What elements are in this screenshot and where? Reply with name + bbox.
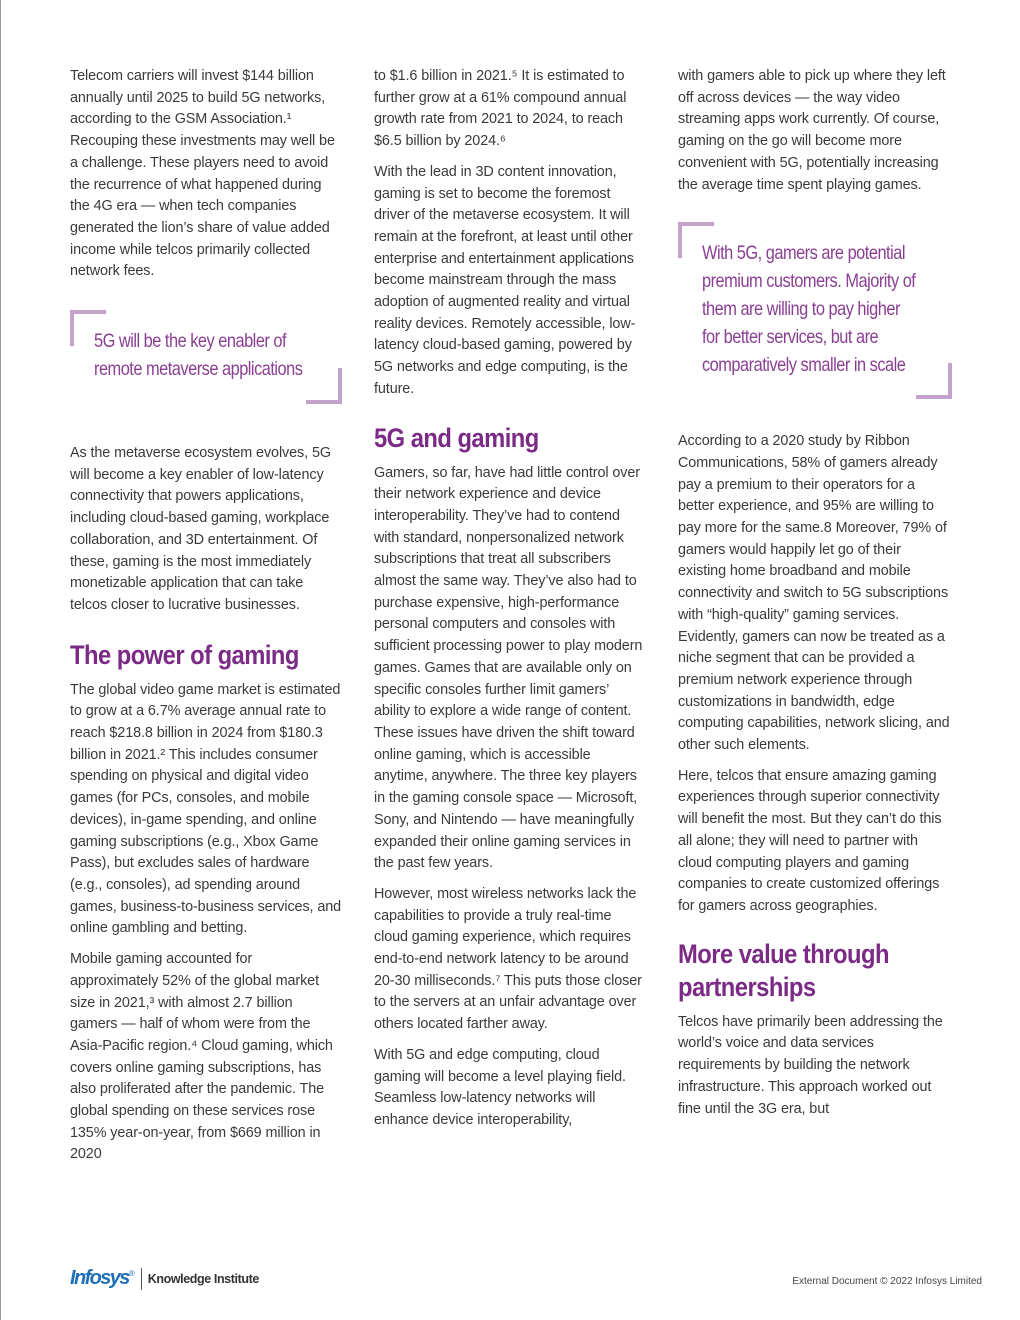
section-heading-line: partnerships: [678, 971, 816, 1002]
section-heading: 5G and gaming: [374, 422, 539, 453]
quote-line: them are willing to pay higher: [702, 298, 900, 321]
paragraph: to $1.6 billion in 2021.⁵ It is estimated to further grow at a 61% compound annual growth rate from 2021 to 2024, to reach $6.5 billion by 2024.⁶: [374, 68, 627, 150]
column-3: [678, 66, 952, 1129]
pull-quote: [678, 222, 952, 399]
quote-line: premium customers. Majority of: [702, 270, 916, 293]
paragraph: With the lead in 3D content innovation, gaming is set to become the foremost driver of the metaverse ecosystem. It will remain at the forefront, at least until other enterprise and entertainment applications become mainstream through the mass adoption of augmented reality and virtual reality devices. Remotely accessible, low-latency cloud-based gaming, powered by 5G networks and edge computing, is the future.: [374, 163, 636, 397]
copyright-notice: External Document © 2022 Infosys Limited: [792, 1276, 982, 1287]
column-1: [70, 66, 342, 1175]
quote-text: [702, 239, 920, 379]
logo-divider: [141, 1268, 142, 1290]
registered-mark: ®: [128, 1269, 135, 1278]
quote-line: 5G will be the key enabler of: [94, 330, 287, 353]
quote-text: [94, 327, 312, 383]
quote-corner-bottom-right: [916, 363, 952, 399]
paragraph: Gamers, so far, have had little control over their network experience and device interoperability. They’ve had to contend with standard, nonpersonalized network subscriptions that treat all subscribers almost the same way. They’ve also had to purchase expensive, high-performance personal computers and consoles with sufficient processing power to play modern games. Games that are available only on specific consoles further limit gamers’ ability to explore a wide range of content. These issues have driven the shift toward online gaming, which is accessible anytime, anywhere. The three key players in the gaming console space — Microsoft, Sony, and Nintendo — have meaningfully expanded their online gaming services in the past few years.: [374, 464, 643, 872]
paragraph: According to a 2020 study by Ribbon Communications, 58% of gamers already pay a premium to their operators for a better experience, and 95% are willing to pay more for the same.8 Moreover, 79% of gamers would happily let go of their existing home broadband and mobile connectivity and switch to 5G subscriptions with “high-quality” gaming services. Evidently, gamers can now be treated as a niche segment that can be provided a premium network experience through customizations in bandwidth, edge computing capabilities, network slicing, and other such elements.: [678, 433, 950, 754]
quote-line: comparatively smaller in scale: [702, 354, 906, 377]
paragraph: with gamers able to pick up where they left off across devices — the way video streaming apps work currently. Of course, gaming on the go will become more convenient with 5G, potentially increasing the average time spent playing games.: [678, 68, 946, 193]
paragraph: As the metaverse ecosystem evolves, 5G will become a key enabler of low-latency connectivity that powers applications, including cloud-based gaming, workplace collaboration, and 3D entertainment. Of these, gaming is the most immediately monetizable application that can take telcos closer to lucrative businesses.: [70, 445, 331, 613]
page-left-edge: [0, 0, 1, 1320]
paragraph: The global video game market is estimated to grow at a 6.7% average annual rate to reach $218.8 billion in 2024 from $180.3 billion in 2021.² This includes consumer spending on physical and digital video games (for PCs, consoles, and mobile devices), in-game spending, and online gaming subscriptions (e.g., Xbox Game Pass), but excludes sales of hardware (e.g., consoles), ad spending around games, business-to-business services, and online gambling and betting.: [70, 681, 342, 937]
paragraph: Here, telcos that ensure amazing gaming experiences through superior connectivity will benefit the most. But they can’t do this all alone; they will need to partner with cloud computing players and gaming companies to create customized offerings for gamers across geographies.: [678, 767, 942, 914]
infosys-logo: [70, 1267, 259, 1290]
section-heading: The power of gaming: [70, 639, 299, 670]
quote-line: for better services, but are: [702, 326, 879, 349]
logo-unit-name: Knowledge Institute: [147, 1271, 259, 1286]
section-heading: [678, 938, 919, 1004]
quote-line: remote metaverse applications: [94, 358, 303, 381]
paragraph: Telecom carriers will invest $144 billion annually until 2025 to build 5G networks, according to the GSM Association.¹ Recouping these investments may well be a challenge. These players need to avoid the recurrence of what happened during the 4G era — when tech companies generated the lion’s share of value added income while telcos primarily collected network fees.: [70, 68, 335, 280]
column-2: [374, 66, 646, 1141]
paragraph: However, most wireless networks lack the capabilities to provide a truly real-time cloud gaming experience, which requires end-to-end network latency to be around 20-30 milliseconds.⁷ This puts those closer to the servers at an unfair advantage over others located farther away.: [374, 885, 642, 1033]
paragraph: Telcos have primarily been addressing the world’s voice and data services requirements by building the network infrastructure. This approach worked out fine until the 3G era, but: [678, 1013, 943, 1117]
paragraph: With 5G and edge computing, cloud gaming will become a level playing field. Seamless low-latency networks will enhance device interoperability,: [374, 1046, 626, 1128]
paragraph: Mobile gaming accounted for approximately 52% of the global market size in 2021,³ with almost 2.7 billion gamers — half of whom were from the Asia-Pacific region.⁴ Cloud gaming, which covers online gaming subscriptions, has also proliferated after the pandemic. The global spending on these services rose 135% year-on-year, from $669 million in 2020: [70, 951, 333, 1163]
section-heading-line: More value through: [678, 938, 889, 969]
pull-quote: [70, 310, 342, 404]
logo-wordmark: Infosys: [70, 1267, 129, 1289]
quote-line: With 5G, gamers are potential: [702, 242, 905, 265]
